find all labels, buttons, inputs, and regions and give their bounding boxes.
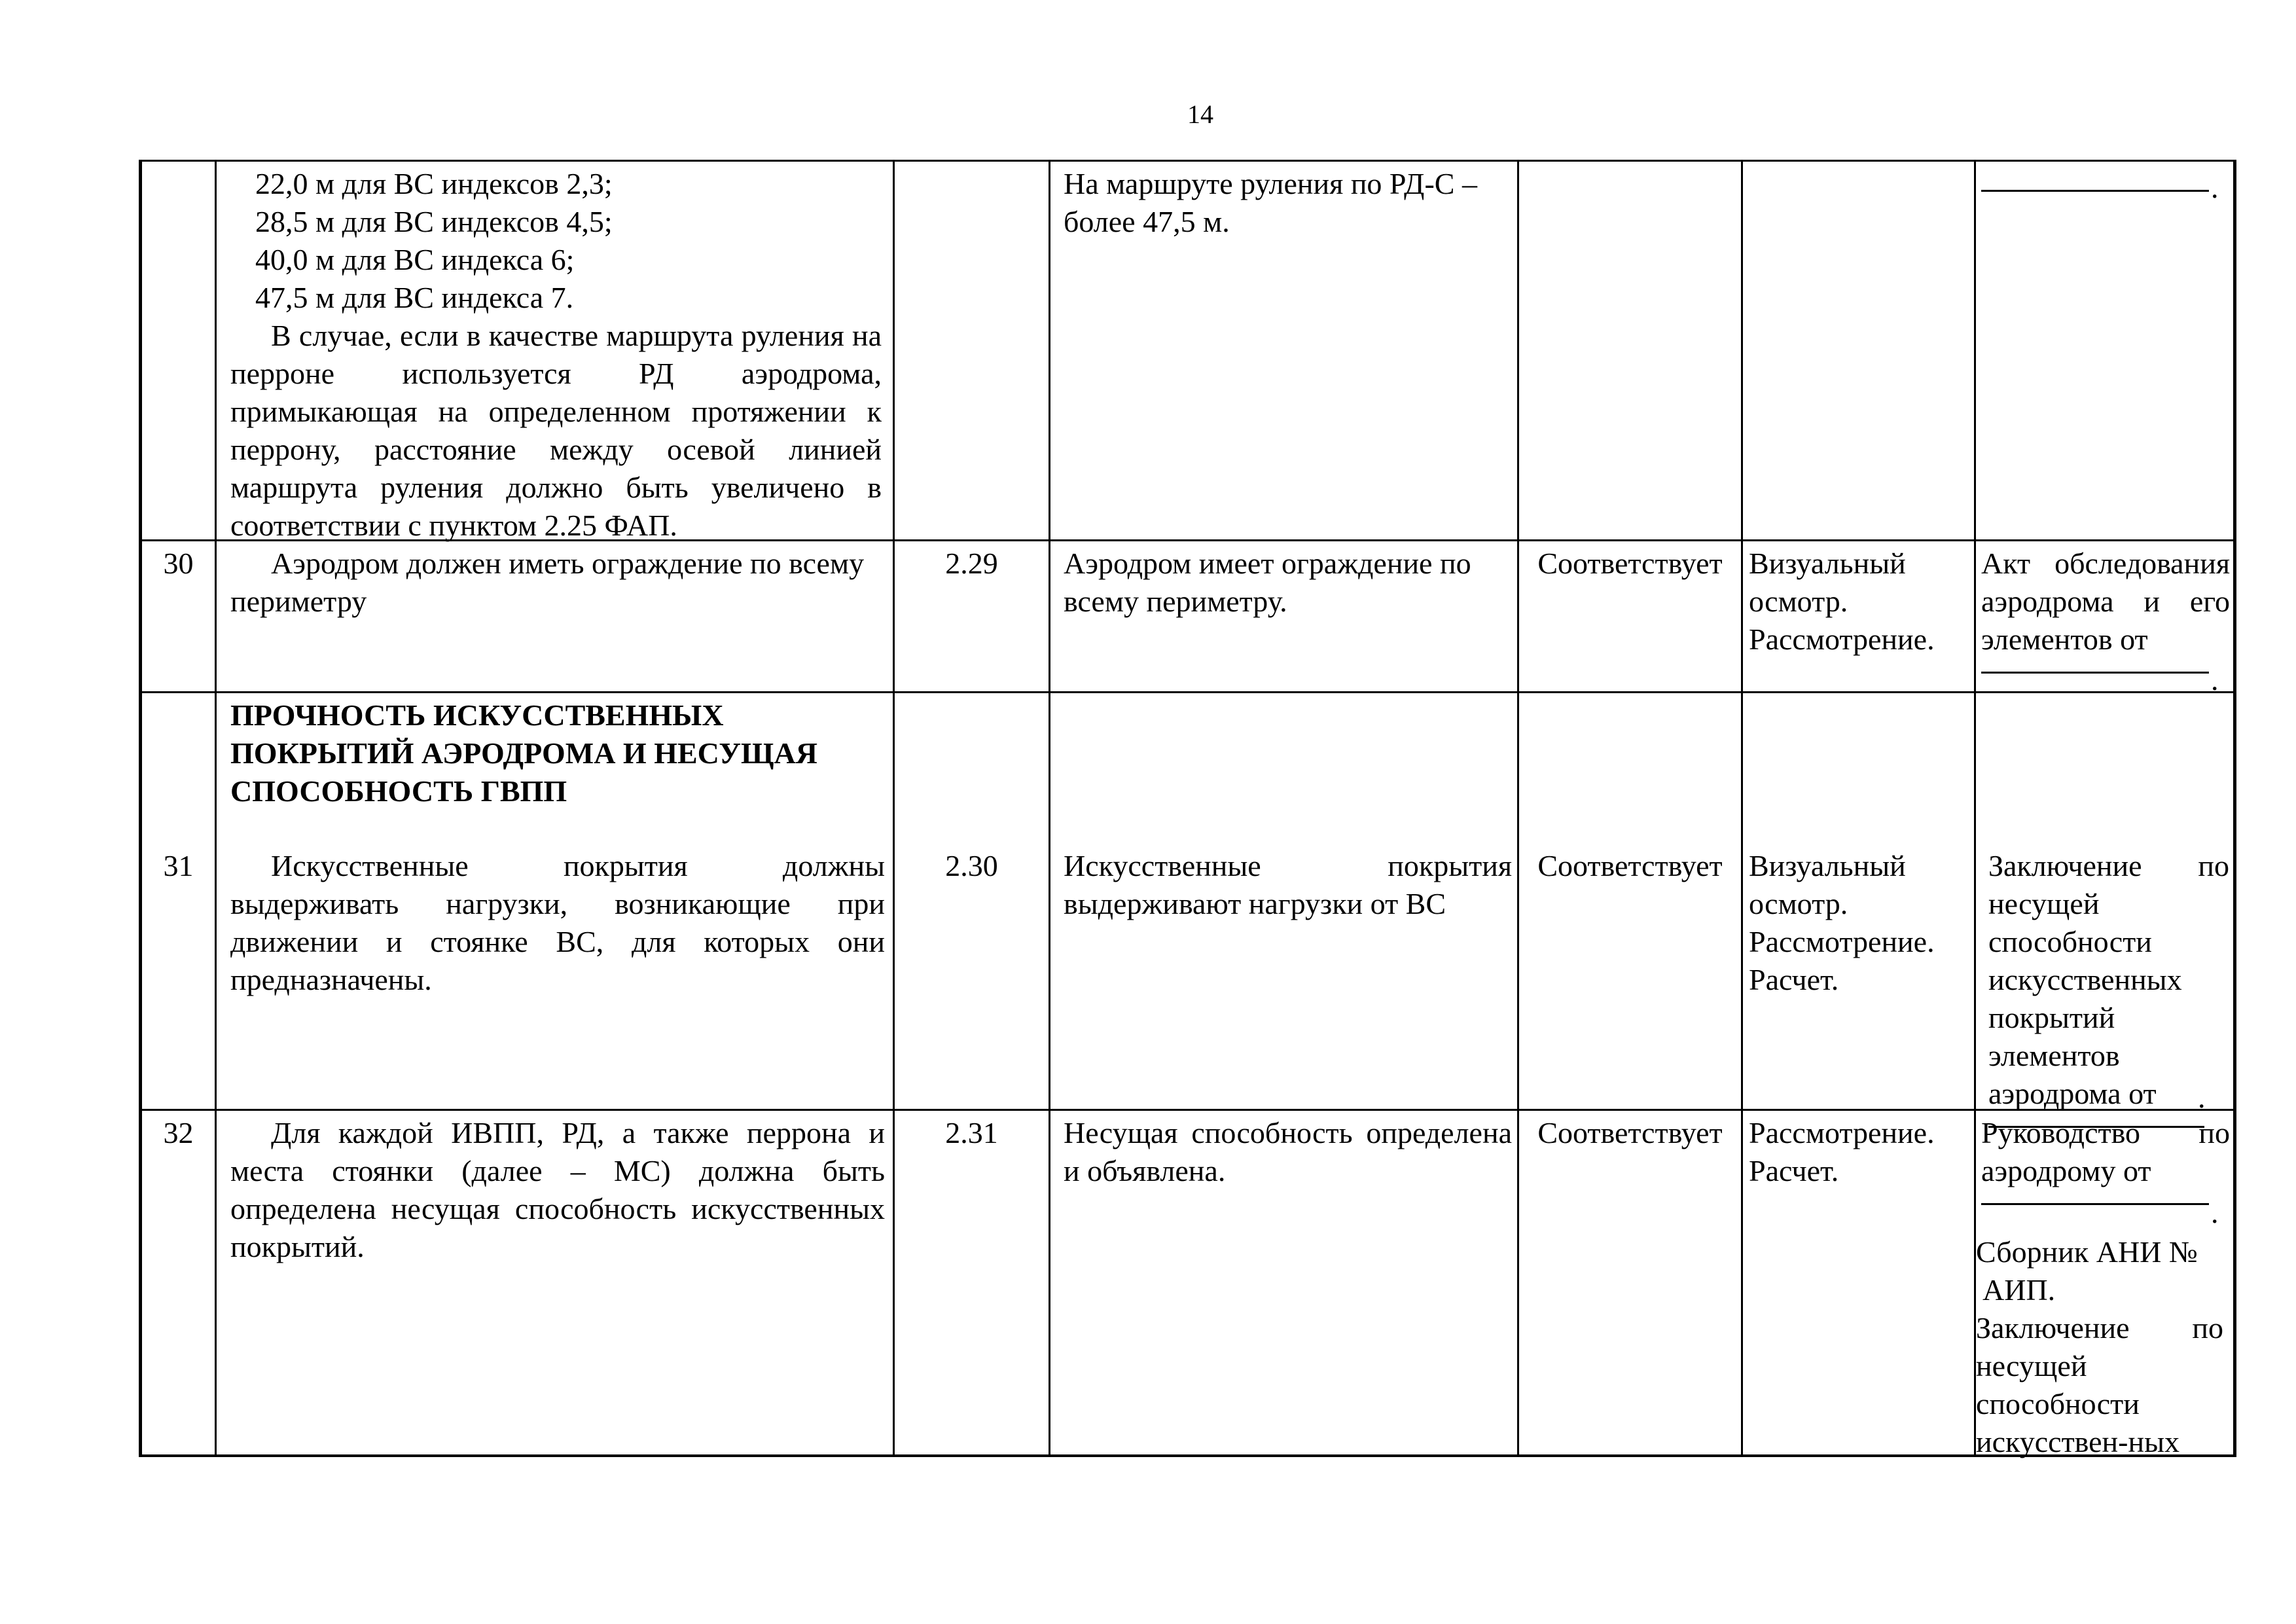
document-text: Заключение по несущей способности искусствен-ных bbox=[1976, 1311, 2223, 1458]
requirement-line: 22,0 м для ВС индексов 2,3; bbox=[255, 167, 613, 200]
row31-method bbox=[1749, 847, 1971, 999]
column-divider bbox=[215, 160, 217, 1457]
doc-mark: . bbox=[2198, 1081, 2206, 1114]
row32-document bbox=[1981, 1114, 2230, 1205]
row30-method bbox=[1749, 545, 1971, 659]
row31-conformity: Соответствует bbox=[1537, 849, 1723, 882]
row32-requirement: Для каждой ИВПП, РД, а также перрона и места стоянки (далее – МС) должна быть определена несущая способность искусственных покрытий. bbox=[230, 1116, 885, 1263]
table-border-right bbox=[2233, 160, 2236, 1457]
date-blank bbox=[1981, 1190, 2209, 1205]
column-divider bbox=[1741, 160, 1743, 1457]
row32-method bbox=[1749, 1114, 1971, 1190]
doc-mark: . bbox=[2211, 663, 2219, 696]
method-line: Расчет. bbox=[1749, 1154, 1839, 1187]
table-border-left bbox=[139, 160, 142, 1457]
document-text: АИП. bbox=[1982, 1273, 2056, 1307]
date-blank bbox=[1981, 659, 2209, 674]
row-cont-actual: На маршруте руления по РД-С – более 47,5 м. bbox=[1064, 167, 1477, 238]
column-divider bbox=[1049, 160, 1050, 1457]
row30-actual: Аэродром имеет ограждение по всему периметру. bbox=[1064, 547, 1471, 618]
row-cont-document bbox=[1981, 165, 2230, 192]
row31-requirement: Искусственные покрытия должны выдерживать нагрузки, возникающие при движении и стоянке ВС, для которых они предназначены. bbox=[230, 849, 885, 996]
row31-actual: Искусственные покрытия выдерживают нагрузки от ВС bbox=[1064, 849, 1512, 920]
page-number: 14 bbox=[1187, 99, 1213, 129]
row32-conformity: Соответствует bbox=[1537, 1116, 1723, 1149]
requirement-paragraph: В случае, если в качестве маршрута руления на перроне используется РД аэродрома, примыкающая на определенном протяжении к перрону, расстояние между осевой линией маршрута руления должно быть увеличено в соответствии с пунктом 2.25 ФАП. bbox=[230, 319, 882, 542]
row32-clause: 2.31 bbox=[945, 1116, 998, 1149]
row32-document-extra bbox=[1976, 1233, 2231, 1461]
row31-clause: 2.30 bbox=[945, 849, 998, 882]
row-number: 31 bbox=[163, 849, 194, 882]
requirement-line: 47,5 м для ВС индекса 7. bbox=[255, 281, 574, 314]
document-text: Руководство по аэродрому от bbox=[1981, 1116, 2230, 1187]
section-heading: ПРОЧНОСТЬ ИСКУССТВЕННЫХ ПОКРЫТИЙ АЭРОДРОМА И НЕСУЩАЯ СПОСОБНОСТЬ ГВПП bbox=[230, 698, 817, 808]
row31-document bbox=[1988, 847, 2229, 1128]
document-text: Сборник АНИ № bbox=[1976, 1235, 2198, 1269]
column-divider bbox=[1517, 160, 1519, 1457]
method-line: Расчет. bbox=[1749, 963, 1839, 996]
method-line: осмотр. bbox=[1749, 887, 1848, 920]
document-text: Заключение по несущей способности искусственных покрытий элементов аэродрома от bbox=[1988, 849, 2229, 1110]
row30-clause: 2.29 bbox=[945, 547, 998, 580]
document-text: Акт обследования аэродрома и его элементов от bbox=[1981, 547, 2230, 656]
requirement-line: 40,0 м для ВС индекса 6; bbox=[255, 243, 575, 276]
requirement-line: 28,5 м для ВС индексов 4,5; bbox=[255, 205, 613, 238]
method-line: Рассмотрение. bbox=[1749, 925, 1935, 958]
doc-mark: . bbox=[2211, 1196, 2219, 1229]
row-divider bbox=[139, 1109, 2236, 1111]
row30-document bbox=[1981, 545, 2230, 674]
row-number: 32 bbox=[163, 1116, 194, 1149]
row32-actual: Несущая способность определена и объявлена. bbox=[1064, 1116, 1512, 1187]
table-border-bottom bbox=[139, 1454, 2236, 1457]
method-line: осмотр. bbox=[1749, 585, 1848, 618]
row-number: 30 bbox=[163, 547, 194, 580]
method-line: Визуальный bbox=[1749, 849, 1906, 882]
row-divider bbox=[139, 691, 2236, 693]
column-divider bbox=[893, 160, 895, 1457]
row30-conformity: Соответствует bbox=[1537, 547, 1723, 580]
method-line: Рассмотрение. bbox=[1749, 1116, 1935, 1149]
method-line: Визуальный bbox=[1749, 547, 1906, 580]
doc-mark: . bbox=[2211, 171, 2219, 204]
row-cont-requirement bbox=[230, 165, 891, 545]
row30-requirement: Аэродром должен иметь ограждение по всему периметру bbox=[230, 547, 865, 618]
table-border-top bbox=[139, 160, 2236, 162]
method-line: Рассмотрение. bbox=[1749, 623, 1935, 656]
compliance-table bbox=[139, 160, 2236, 1457]
date-blank bbox=[1981, 165, 2209, 192]
